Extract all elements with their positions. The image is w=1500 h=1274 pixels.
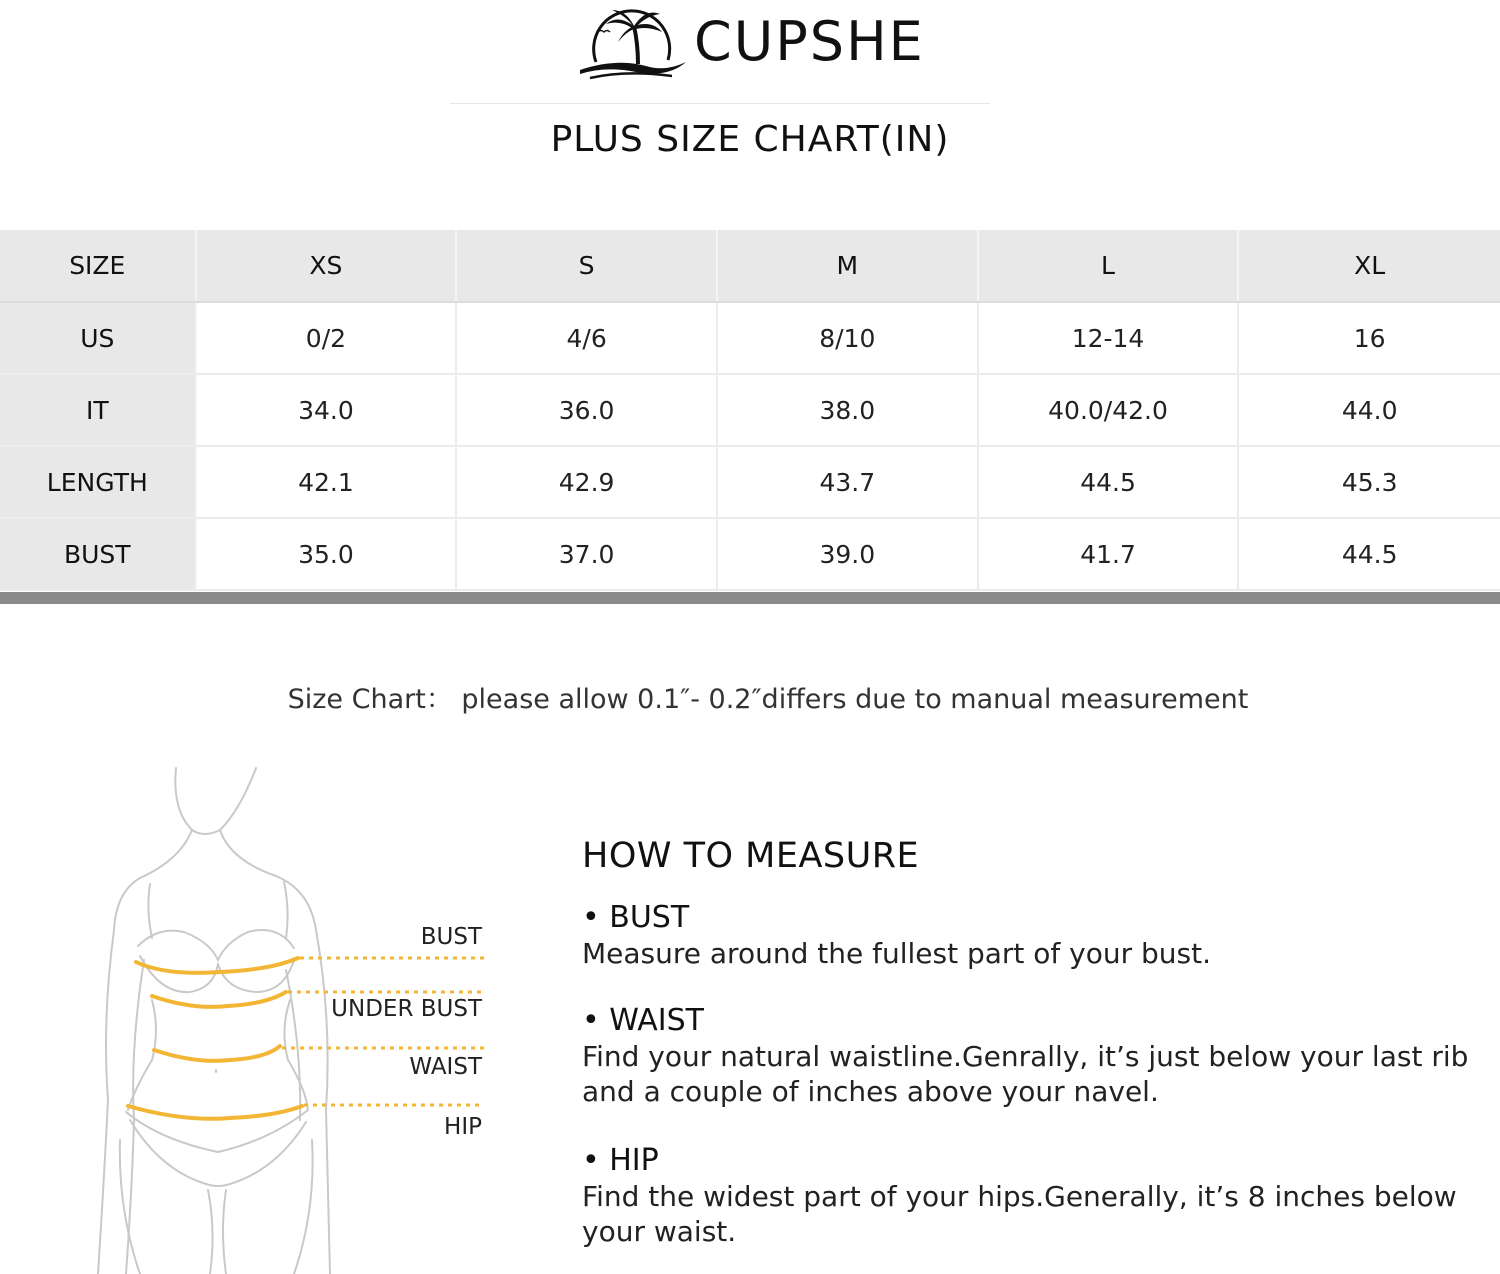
measure-item-waist <box>582 1003 1482 1109</box>
under-bust-label: UNDER BUST <box>331 996 482 1022</box>
measure-item-bust <box>582 900 1482 971</box>
table-cell: 38.0 <box>718 375 979 445</box>
table-row <box>0 303 1500 375</box>
row-label: US <box>0 303 197 373</box>
page-title: PLUS SIZE CHART(IN) <box>550 119 950 160</box>
header-cell: XL <box>1354 251 1386 280</box>
table-cell: 43.7 <box>718 447 979 517</box>
table-row <box>0 375 1500 447</box>
waist-label: WAIST <box>409 1054 482 1080</box>
brand-name: CUPSHE <box>694 10 925 73</box>
table-cell: 16 <box>1353 323 1386 353</box>
measurement-note: Size Chart： please allow 0.1″- 0.2″differs due to manual measurement <box>287 684 1249 715</box>
hip-label: HIP <box>444 1114 482 1140</box>
measure-item-name: • WAIST <box>582 1003 704 1038</box>
table-cell: 45.3 <box>1341 467 1398 497</box>
how-to-measure-title: HOW TO MEASURE <box>582 836 920 876</box>
table-cell: 44.0 <box>1341 395 1398 425</box>
table-cell: 12-14 <box>979 303 1240 373</box>
table-row <box>0 519 1500 591</box>
body-figure <box>80 760 500 1274</box>
how-to-measure-section <box>582 834 1482 1249</box>
header-cell: XS <box>197 230 458 301</box>
table-cell: 35.0 <box>197 519 458 589</box>
size-table <box>0 230 1500 591</box>
table-cell: 42.9 <box>457 447 718 517</box>
measure-item-name: • BUST <box>582 900 690 935</box>
header-cell: M <box>718 230 979 301</box>
measure-item-desc: Find your natural waistline.Genrally, it’s just below your last rib and a couple of inches above your navel. <box>582 1040 1469 1108</box>
brand-logo <box>576 0 925 84</box>
table-cell: 4/6 <box>457 303 718 373</box>
table-cell: 40.0/42.0 <box>979 375 1240 445</box>
palm-island-icon <box>576 0 691 84</box>
measure-item-desc: Find the widest part of your hips.Generally, it’s 8 inches below your waist. <box>582 1180 1457 1248</box>
table-cell: 37.0 <box>457 519 718 589</box>
row-label: LENGTH <box>0 447 197 517</box>
row-label: IT <box>0 375 197 445</box>
table-cell: 44.5 <box>979 447 1240 517</box>
table-cell: 39.0 <box>718 519 979 589</box>
table-cell: 42.1 <box>197 447 458 517</box>
table-cell: 0/2 <box>197 303 458 373</box>
title-divider <box>450 103 990 104</box>
header-cell: L <box>979 230 1240 301</box>
table-header-row <box>0 230 1500 303</box>
row-label: BUST <box>0 519 197 589</box>
table-cell: 36.0 <box>457 375 718 445</box>
table-bottom-bar <box>0 592 1500 604</box>
measure-item-hip <box>582 1143 1482 1249</box>
table-row <box>0 447 1500 519</box>
table-cell: 8/10 <box>718 303 979 373</box>
table-cell: 44.5 <box>1341 539 1398 569</box>
table-cell: 41.7 <box>979 519 1240 589</box>
header-cell: SIZE <box>0 230 197 301</box>
measure-item-name: • HIP <box>582 1143 659 1178</box>
bust-label: BUST <box>420 924 482 950</box>
table-cell: 34.0 <box>197 375 458 445</box>
header-cell: S <box>457 230 718 301</box>
measure-item-desc: Measure around the fullest part of your bust. <box>582 937 1212 970</box>
